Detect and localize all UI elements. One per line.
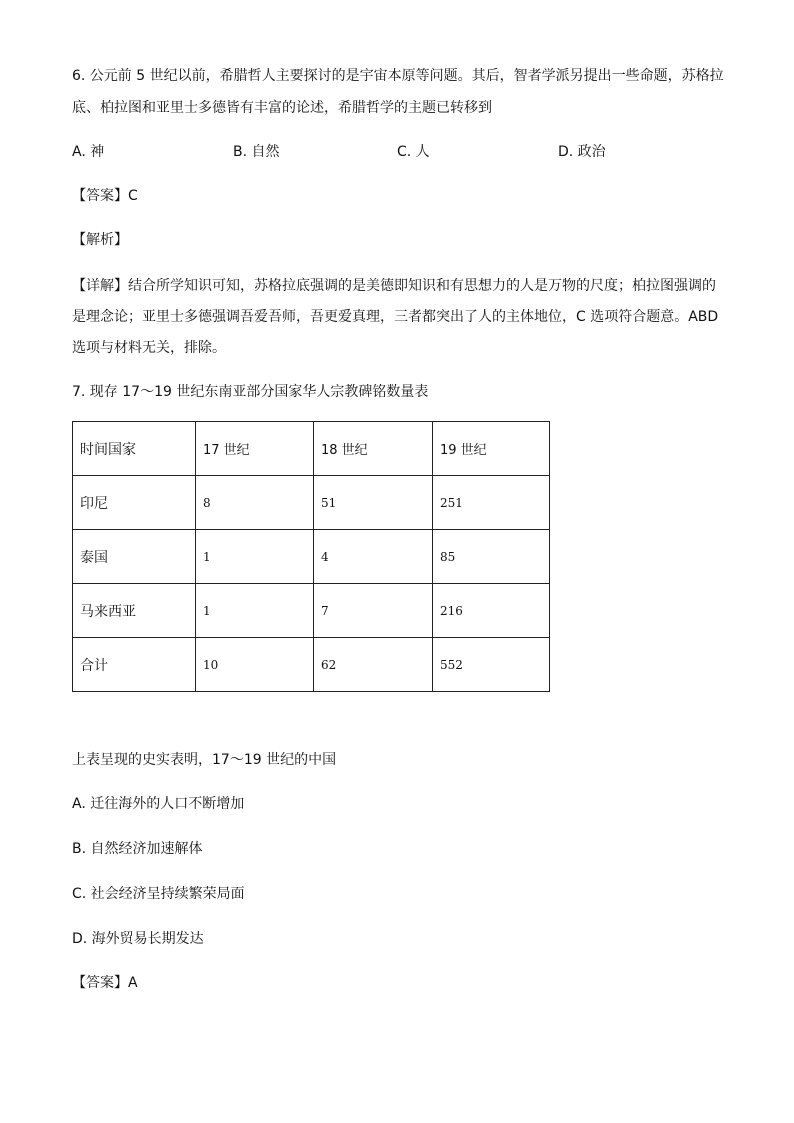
table-cell: 51 — [314, 476, 433, 530]
table-row — [73, 476, 550, 530]
q6-answer-tag: 【答案】 — [72, 188, 128, 204]
q6-answer-line — [72, 186, 138, 206]
q6-detail-tag: 【详解】 — [72, 278, 128, 294]
q6-analysis-tag: 【解析】 — [72, 232, 128, 248]
q7-option-b: B. 自然经济加速解体 — [72, 841, 203, 857]
table-cell: 216 — [433, 584, 550, 638]
table-cell-total-label: 合计 — [73, 638, 196, 692]
q6-option-b: B. 自然 — [233, 144, 280, 160]
q7-option-c: C. 社会经济呈持续繁荣局面 — [72, 886, 245, 902]
q7-answer-value: A — [128, 975, 138, 991]
q6-detail-text-1: 结合所学知识可知，苏格拉底强调的是美德即知识和有思想力的人是万物的尺度；柏拉图强调的 — [128, 278, 716, 294]
table-header-row — [73, 422, 550, 476]
table-header-cell: 18 世纪 — [314, 422, 433, 476]
q7-question: 上表呈现的史实表明，17～19 世纪的中国 — [72, 752, 337, 768]
table-header-cell: 17 世纪 — [196, 422, 314, 476]
q6-detail-line-2: 是理念论；亚里士多德强调吾爱吾师，吾更爱真理，三者都突出了人的主体地位，C 选项符合题意。ABD — [72, 309, 719, 325]
table-cell: 10 — [196, 638, 314, 692]
q6-option-a: A. 神 — [72, 144, 105, 160]
table-cell: 62 — [314, 638, 433, 692]
table-cell: 552 — [433, 638, 550, 692]
q6-stem-line-2: 底、柏拉图和亚里士多德皆有丰富的论述，希腊哲学的主题已转移到 — [72, 100, 492, 116]
q7-option-d: D. 海外贸易长期发达 — [72, 931, 204, 947]
q6-stem-line-1: 6. 公元前 5 世纪以前，希腊哲人主要探讨的是宇宙本原等问题。其后，智者学派另提出一些命题，苏格拉 — [72, 68, 724, 84]
table-header-cell: 19 世纪 — [433, 422, 550, 476]
q6-detail-line-3: 选项与材料无关，排除。 — [72, 340, 226, 356]
q6-answer-value: C — [128, 188, 138, 204]
table-cell: 251 — [433, 476, 550, 530]
q7-answer-tag: 【答案】 — [72, 975, 128, 991]
table-header-cell: 时间国家 — [73, 422, 196, 476]
q7-answer-line — [72, 973, 138, 993]
table-cell: 85 — [433, 530, 550, 584]
table-cell-country: 泰国 — [73, 530, 196, 584]
table-cell: 4 — [314, 530, 433, 584]
inscription-count-table — [72, 421, 550, 692]
table-row — [73, 530, 550, 584]
table-cell: 1 — [196, 584, 314, 638]
table-cell-country: 马来西亚 — [73, 584, 196, 638]
q6-option-d: D. 政治 — [558, 144, 606, 160]
table-cell: 8 — [196, 476, 314, 530]
table-cell-country: 印尼 — [73, 476, 196, 530]
table-row — [73, 584, 550, 638]
q7-option-a: A. 迁往海外的人口不断增加 — [72, 796, 245, 812]
q6-option-c: C. 人 — [397, 144, 430, 160]
table-cell: 7 — [314, 584, 433, 638]
q7-stem: 7. 现存 17～19 世纪东南亚部分国家华人宗教碑铭数量表 — [72, 384, 429, 400]
q6-detail-line-1 — [72, 276, 716, 296]
table-cell: 1 — [196, 530, 314, 584]
table-row — [73, 638, 550, 692]
